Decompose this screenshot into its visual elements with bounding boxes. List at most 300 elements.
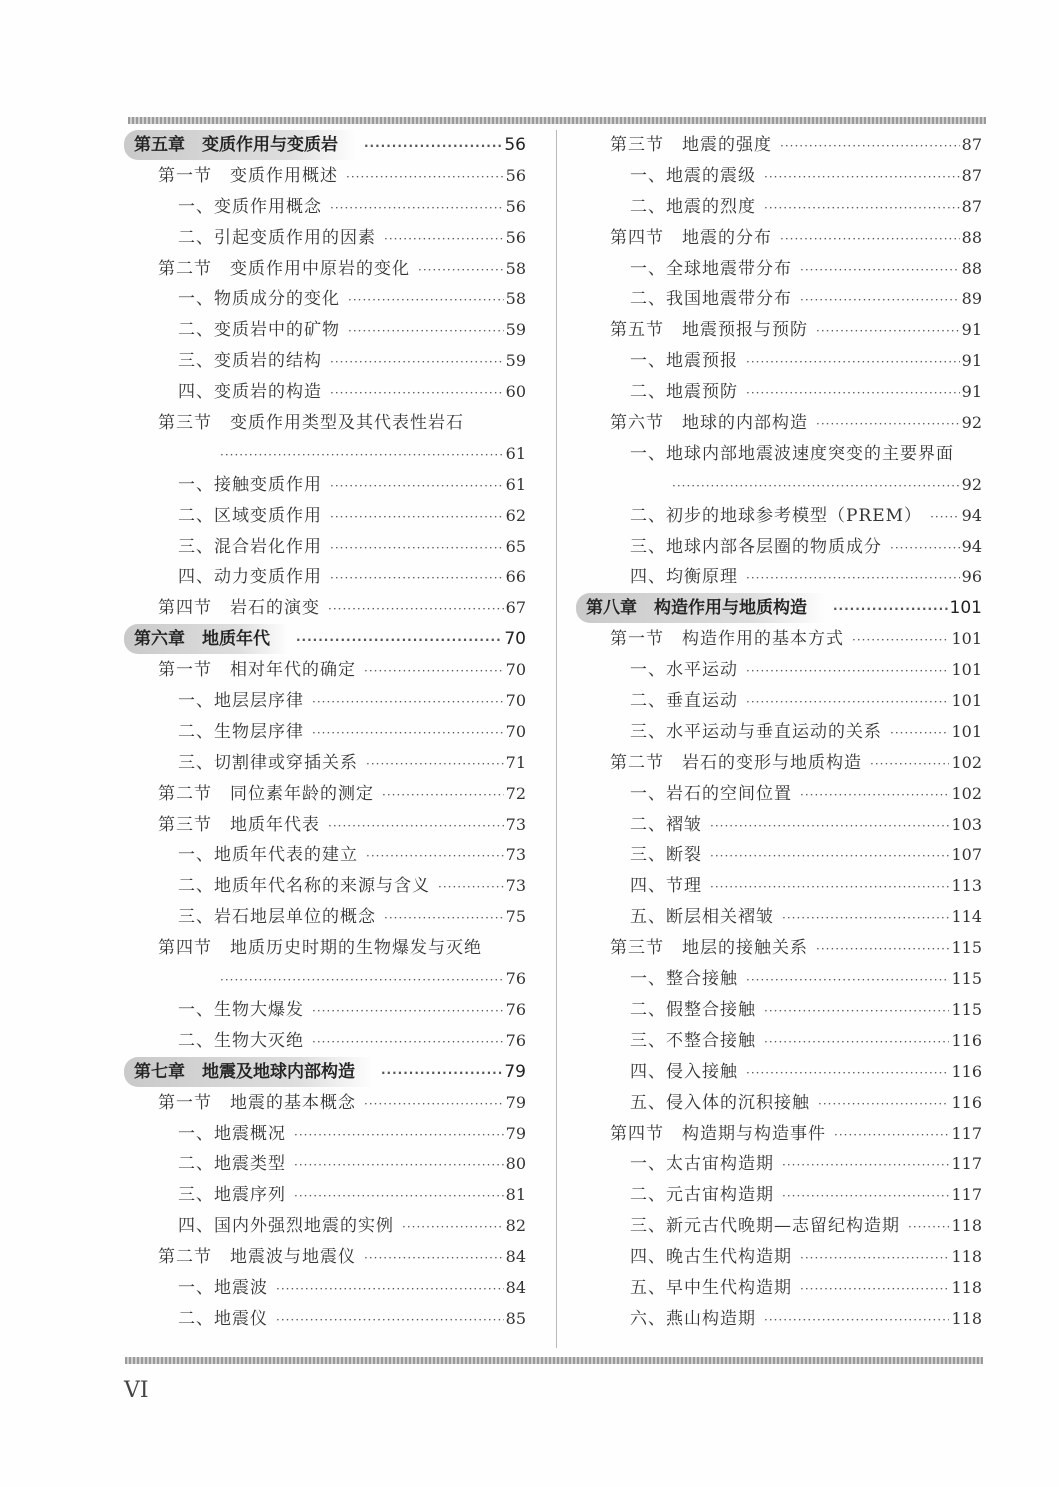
toc-section-entry[interactable] <box>582 315 982 346</box>
toc-entry-title: 五、侵入体的沉积接触 <box>630 1092 810 1113</box>
toc-page-number: 82 <box>505 1216 526 1236</box>
dot-leader <box>852 625 949 655</box>
dot-leader <box>330 533 504 563</box>
toc-subsection-entry[interactable] <box>130 1180 526 1211</box>
toc-page-number: 56 <box>505 227 526 247</box>
dot-leader <box>800 1243 949 1273</box>
toc-entry-title: 三、地震序列 <box>178 1185 286 1206</box>
toc-subsection-entry[interactable] <box>130 995 526 1026</box>
toc-section-entry[interactable] <box>130 254 526 285</box>
toc-entry-title: 一、全球地震带分布 <box>630 258 792 279</box>
dot-leader <box>764 996 949 1026</box>
toc-page-number: 118 <box>951 1216 982 1236</box>
toc-page-number: 58 <box>505 289 526 309</box>
toc-page-number: 94 <box>961 536 982 556</box>
dot-leader <box>330 347 504 377</box>
toc-entry-title: 第三节 地质年代表 <box>158 814 320 835</box>
toc-entry-title: 第七章 地震及地球内部构造 <box>124 1057 373 1087</box>
toc-entry-title: 四、国内外强烈地震的实例 <box>178 1216 394 1237</box>
toc-page-number: 92 <box>961 474 982 494</box>
toc-subsection-entry[interactable] <box>130 902 526 933</box>
toc-subsection-entry[interactable] <box>582 1273 982 1304</box>
toc-page-number: 103 <box>951 814 982 834</box>
toc-entry-title: 第二节 变质作用中原岩的变化 <box>158 258 410 279</box>
dot-leader <box>294 1120 504 1150</box>
toc-entry-title: 二、地震的烈度 <box>630 196 756 217</box>
column-divider <box>556 130 557 1348</box>
toc-page-number: 101 <box>951 721 982 741</box>
toc-page-number: 73 <box>505 876 526 896</box>
toc-page-number: 87 <box>961 196 982 216</box>
toc-chapter-entry[interactable] <box>130 624 526 655</box>
toc-page-number: 91 <box>961 320 982 340</box>
toc-subsection-entry[interactable] <box>582 284 982 315</box>
toc-chapter-entry[interactable] <box>130 130 526 161</box>
toc-page-number: 91 <box>961 351 982 371</box>
dot-leader <box>782 903 949 933</box>
toc-entry-title: 二、地震类型 <box>178 1154 286 1175</box>
toc-page-number: 79 <box>505 1092 526 1112</box>
toc-entry-title: 三、地球内部各层圈的物质成分 <box>630 536 882 557</box>
toc-page-number: 70 <box>505 660 526 680</box>
toc-entry-title: 第三节 变质作用类型及其代表性岩石 <box>158 413 464 434</box>
toc-entry-title: 二、褶皱 <box>630 814 702 835</box>
toc-subsection-entry[interactable] <box>582 377 982 408</box>
toc-section-entry[interactable] <box>582 223 982 254</box>
dot-leader <box>764 1027 949 1057</box>
toc-page-number: 101 <box>951 691 982 711</box>
toc-entry-title: 一、地震的震级 <box>630 165 756 186</box>
toc-page-number: 117 <box>951 1123 982 1143</box>
dot-leader <box>366 749 504 779</box>
toc-page-number: 66 <box>505 567 526 587</box>
toc-entry-title: 一、地层层序律 <box>178 691 304 712</box>
toc-section-entry[interactable] <box>130 933 526 964</box>
toc-entry-title: 二、假整合接触 <box>630 999 756 1020</box>
dot-leader <box>816 316 960 346</box>
toc-entry-title: 二、地震预防 <box>630 382 738 403</box>
top-decorative-rule <box>128 117 986 124</box>
toc-page-number: 89 <box>961 289 982 309</box>
dot-leader <box>418 255 504 285</box>
dot-leader <box>330 193 504 223</box>
dot-leader <box>296 625 502 655</box>
toc-page-number: 101 <box>951 660 982 680</box>
toc-entry-title: 一、水平运动 <box>630 660 738 681</box>
toc-subsection-entry[interactable] <box>582 902 982 933</box>
toc-page-number: 84 <box>505 1247 526 1267</box>
toc-subsection-entry[interactable] <box>130 562 526 593</box>
toc-section-entry[interactable] <box>130 655 526 686</box>
toc-entry-title: 一、变质作用概念 <box>178 196 322 217</box>
toc-subsection-entry[interactable] <box>582 717 982 748</box>
dot-leader <box>330 471 504 501</box>
dot-leader <box>364 131 502 161</box>
toc-page-number: 59 <box>505 351 526 371</box>
toc-page-number: 85 <box>505 1308 526 1328</box>
toc-page-number: 72 <box>505 783 526 803</box>
toc-entry-title: 一、接触变质作用 <box>178 474 322 495</box>
dot-leader <box>800 780 949 810</box>
dot-leader <box>746 965 949 995</box>
toc-page-number: 79 <box>504 1061 526 1082</box>
toc-subsection-entry[interactable] <box>130 871 526 902</box>
toc-page-number: 118 <box>951 1247 982 1267</box>
dot-leader <box>328 594 504 624</box>
dot-leader <box>402 1212 504 1242</box>
toc-entry-title: 第二节 同位素年龄的测定 <box>158 783 374 804</box>
toc-page-number: 92 <box>961 413 982 433</box>
toc-left-column <box>130 130 526 1335</box>
toc-page-number: 101 <box>949 598 982 619</box>
toc-section-entry[interactable] <box>582 933 982 964</box>
toc-page-number: 70 <box>505 691 526 711</box>
toc-subsection-entry[interactable] <box>130 439 526 470</box>
toc-subsection-entry[interactable] <box>582 161 982 192</box>
dot-leader <box>908 1212 949 1242</box>
toc-page-number: 117 <box>951 1154 982 1174</box>
toc-subsection-entry[interactable] <box>582 1057 982 1088</box>
toc-subsection-entry[interactable] <box>582 871 982 902</box>
dot-leader <box>330 563 504 593</box>
dot-leader <box>348 316 504 346</box>
dot-leader <box>710 841 949 871</box>
toc-page-number: 91 <box>961 382 982 402</box>
toc-entry-title: 三、新元古代晚期—志留纪构造期 <box>630 1216 900 1237</box>
toc-entry-title: 二、初步的地球参考模型（PREM） <box>630 505 923 526</box>
toc-page-number: 76 <box>505 969 526 989</box>
toc-page-number: 81 <box>505 1185 526 1205</box>
toc-page-number: 101 <box>951 629 982 649</box>
toc-subsection-entry[interactable] <box>130 223 526 254</box>
toc-page-number: 65 <box>505 536 526 556</box>
toc-entry-title: 一、地震预报 <box>630 351 738 372</box>
toc-page-number: 88 <box>961 258 982 278</box>
toc-section-entry[interactable] <box>582 748 982 779</box>
toc-page-number: 118 <box>951 1277 982 1297</box>
toc-subsection-entry[interactable] <box>582 439 982 470</box>
dot-leader <box>382 780 504 810</box>
toc-entry-title: 三、变质岩的结构 <box>178 351 322 372</box>
toc-subsection-entry[interactable] <box>130 1273 526 1304</box>
dot-leader <box>384 224 504 254</box>
toc-subsection-entry[interactable] <box>582 346 982 377</box>
toc-page-number: 96 <box>961 567 982 587</box>
dot-leader <box>764 162 960 192</box>
toc-entry-title: 一、物质成分的变化 <box>178 289 340 310</box>
dot-leader <box>746 378 960 408</box>
toc-subsection-entry[interactable] <box>582 501 982 532</box>
toc-subsection-entry[interactable] <box>130 284 526 315</box>
toc-page-number: 73 <box>505 814 526 834</box>
toc-chapter-entry[interactable] <box>582 593 982 624</box>
toc-subsection-entry[interactable] <box>582 686 982 717</box>
dot-leader <box>764 193 960 223</box>
dot-leader <box>816 934 949 964</box>
toc-entry-title: 第二节 地震波与地震仪 <box>158 1247 356 1268</box>
toc-subsection-entry[interactable] <box>130 840 526 871</box>
toc-page-number: 116 <box>951 1092 982 1112</box>
toc-right-column <box>582 130 982 1335</box>
toc-entry-title: 二、元古宙构造期 <box>630 1185 774 1206</box>
toc-subsection-entry[interactable] <box>130 964 526 995</box>
toc-subsection-entry[interactable] <box>130 377 526 408</box>
toc-entry-title: 五、早中生代构造期 <box>630 1277 792 1298</box>
dot-leader <box>364 656 504 686</box>
dot-leader <box>312 1027 504 1057</box>
toc-section-entry[interactable] <box>130 161 526 192</box>
toc-page-number: 71 <box>505 752 526 772</box>
toc-page-number: 61 <box>505 474 526 494</box>
toc-entry-title: 四、侵入接触 <box>630 1061 738 1082</box>
toc-subsection-entry[interactable] <box>130 192 526 223</box>
toc-page-number: 79 <box>505 1123 526 1143</box>
dot-leader <box>330 378 504 408</box>
toc-subsection-entry[interactable] <box>582 1026 982 1057</box>
toc-entry-title: 五、断层相关褶皱 <box>630 907 774 928</box>
toc-page-number: 114 <box>951 907 982 927</box>
toc-page-number: 59 <box>505 320 526 340</box>
toc-entry-title: 四、动力变质作用 <box>178 567 322 588</box>
toc-subsection-entry[interactable] <box>582 655 982 686</box>
toc-page-number: 102 <box>951 752 982 772</box>
toc-section-entry[interactable] <box>130 408 526 439</box>
dot-leader <box>834 1120 949 1150</box>
toc-subsection-entry[interactable] <box>130 501 526 532</box>
toc-entry-title: 一、地震波 <box>178 1277 268 1298</box>
dot-leader <box>746 687 949 717</box>
toc-page-number: 116 <box>951 1061 982 1081</box>
toc-page-number: 73 <box>505 845 526 865</box>
toc-subsection-entry[interactable] <box>582 1211 982 1242</box>
toc-entry-title: 三、切割律或穿插关系 <box>178 752 358 773</box>
toc-entry-title: 第六章 地质年代 <box>124 624 288 654</box>
toc-entry-title: 二、我国地震带分布 <box>630 289 792 310</box>
toc-entry-title: 二、变质岩中的矿物 <box>178 320 340 341</box>
toc-entry-title: 四、晚古生代构造期 <box>630 1247 792 1268</box>
toc-page-number: 56 <box>505 165 526 185</box>
dot-leader <box>381 1058 502 1088</box>
toc-subsection-entry[interactable] <box>582 964 982 995</box>
toc-entry-title: 四、节理 <box>630 876 702 897</box>
toc-entry-title: 二、地震仪 <box>178 1308 268 1329</box>
toc-page-number: 70 <box>504 629 526 650</box>
toc-entry-title: 第四节 岩石的演变 <box>158 598 320 619</box>
dot-leader <box>346 162 504 192</box>
toc-subsection-entry[interactable] <box>582 532 982 563</box>
toc-entry-title: 第五节 地震预报与预防 <box>610 320 808 341</box>
toc-page-number: 62 <box>505 505 526 525</box>
dot-leader <box>782 1181 949 1211</box>
dot-leader <box>710 872 949 902</box>
toc-entry-title: 第八章 构造作用与地质构造 <box>576 593 825 623</box>
dot-leader <box>782 1150 949 1180</box>
dot-leader <box>294 1181 504 1211</box>
toc-subsection-entry[interactable] <box>130 1119 526 1150</box>
toc-subsection-entry[interactable] <box>130 686 526 717</box>
dot-leader <box>220 965 504 995</box>
toc-page-number: 56 <box>505 196 526 216</box>
toc-page-number: 76 <box>505 999 526 1019</box>
dot-leader <box>833 594 948 624</box>
toc-subsection-entry[interactable] <box>130 1211 526 1242</box>
toc-page-number: 87 <box>961 135 982 154</box>
toc-subsection-entry[interactable] <box>130 717 526 748</box>
toc-subsection-entry[interactable] <box>582 995 982 1026</box>
toc-section-entry[interactable] <box>582 624 982 655</box>
dot-leader <box>764 1305 949 1335</box>
toc-entry-title: 一、地质年代表的建立 <box>178 845 358 866</box>
toc-subsection-entry[interactable] <box>582 779 982 810</box>
dot-leader <box>328 811 504 841</box>
toc-entry-title: 四、变质岩的构造 <box>178 382 322 403</box>
toc-entry-title: 第二节 岩石的变形与地质构造 <box>610 752 862 773</box>
toc-page-number: 118 <box>951 1308 982 1328</box>
dot-leader <box>870 749 949 779</box>
toc-entry-title: 第三节 地层的接触关系 <box>610 938 808 959</box>
toc-page-number: 117 <box>951 1185 982 1205</box>
dot-leader <box>384 903 504 933</box>
toc-page-number: 94 <box>961 505 982 525</box>
toc-entry-title: 第四节 构造期与构造事件 <box>610 1123 826 1144</box>
dot-leader <box>672 471 960 501</box>
dot-leader <box>312 996 504 1026</box>
toc-entry-title: 一、地震概况 <box>178 1123 286 1144</box>
toc-section-entry[interactable] <box>582 408 982 439</box>
dot-leader <box>312 687 504 717</box>
toc-subsection-entry[interactable] <box>130 346 526 377</box>
toc-page-number: 75 <box>505 907 526 927</box>
toc-chapter-entry[interactable] <box>130 1057 526 1088</box>
toc-entry-title: 三、岩石地层单位的概念 <box>178 907 376 928</box>
dot-leader <box>746 1058 949 1088</box>
toc-section-entry[interactable] <box>582 1119 982 1150</box>
toc-subsection-entry[interactable] <box>582 1242 982 1273</box>
page-number: VI <box>124 1378 149 1403</box>
dot-leader <box>438 872 504 902</box>
dot-leader <box>220 440 504 470</box>
toc-subsection-entry[interactable] <box>130 1149 526 1180</box>
toc-section-entry[interactable] <box>582 130 982 161</box>
dot-leader <box>312 718 504 748</box>
toc-entry-title: 第一节 相对年代的确定 <box>158 660 356 681</box>
dot-leader <box>294 1150 504 1180</box>
toc-entry-title: 第四节 地质历史时期的生物爆发与灭绝 <box>158 938 482 959</box>
dot-leader <box>818 1089 949 1119</box>
toc-page-number: 102 <box>951 783 982 803</box>
dot-leader <box>364 1243 504 1273</box>
toc-entry-title: 二、区域变质作用 <box>178 505 322 526</box>
toc-subsection-entry[interactable] <box>130 748 526 779</box>
toc-section-entry[interactable] <box>130 779 526 810</box>
toc-page-number: 88 <box>961 227 982 247</box>
dot-leader <box>364 1089 504 1119</box>
toc-subsection-entry[interactable] <box>582 192 982 223</box>
toc-entry-title: 三、水平运动与垂直运动的关系 <box>630 721 882 742</box>
toc-entry-title: 二、引起变质作用的因素 <box>178 227 376 248</box>
toc-page-number: 60 <box>505 382 526 402</box>
dot-leader <box>276 1305 504 1335</box>
toc-page-number: 56 <box>504 135 526 155</box>
toc-page-number: 87 <box>961 165 982 185</box>
toc-entry-title: 一、生物大爆发 <box>178 999 304 1020</box>
toc-subsection-entry[interactable] <box>582 1149 982 1180</box>
toc-entry-title: 第五章 变质作用与变质岩 <box>124 130 356 160</box>
toc-subsection-entry[interactable] <box>130 1026 526 1057</box>
toc-entry-title: 二、生物大灭绝 <box>178 1030 304 1051</box>
dot-leader <box>780 131 960 161</box>
dot-leader <box>780 224 960 254</box>
toc-subsection-entry[interactable] <box>582 470 982 501</box>
toc-subsection-entry[interactable] <box>582 1088 982 1119</box>
toc-subsection-entry[interactable] <box>582 840 982 871</box>
toc-entry-title: 一、地球内部地震波速度突变的主要界面 <box>630 443 954 464</box>
toc-entry-title: 第六节 地球的内部构造 <box>610 413 808 434</box>
toc-entry-title: 一、整合接触 <box>630 969 738 990</box>
toc-subsection-entry[interactable] <box>582 254 982 285</box>
toc-section-entry[interactable] <box>130 810 526 841</box>
toc-page-number: 58 <box>505 258 526 278</box>
dot-leader <box>746 563 960 593</box>
dot-leader <box>800 285 960 315</box>
toc-entry-title: 四、均衡原理 <box>630 567 738 588</box>
toc-subsection-entry[interactable] <box>130 315 526 346</box>
toc-section-entry[interactable] <box>130 1088 526 1119</box>
toc-page-number: 61 <box>505 443 526 463</box>
toc-page-number: 67 <box>505 598 526 618</box>
toc-section-entry[interactable] <box>130 1242 526 1273</box>
toc-entry-title: 第四节 地震的分布 <box>610 227 772 248</box>
toc-page-number: 113 <box>951 876 982 896</box>
toc-entry-title: 一、岩石的空间位置 <box>630 783 792 804</box>
toc-subsection-entry[interactable] <box>582 1180 982 1211</box>
dot-leader <box>890 718 949 748</box>
toc-subsection-entry[interactable] <box>130 532 526 563</box>
toc-entry-title: 三、断裂 <box>630 845 702 866</box>
dot-leader <box>330 502 504 532</box>
toc-entry-title: 第一节 构造作用的基本方式 <box>610 629 844 650</box>
toc-page-number: 115 <box>951 969 982 989</box>
toc-page-number: 116 <box>951 1030 982 1050</box>
toc-page-number: 115 <box>951 938 982 958</box>
toc-entry-title: 第三节 地震的强度 <box>610 135 772 155</box>
dot-leader <box>348 285 504 315</box>
toc-page-number: 70 <box>505 721 526 741</box>
toc-page-number: 84 <box>505 1277 526 1297</box>
toc-entry-title: 二、垂直运动 <box>630 691 738 712</box>
toc-page-number: 76 <box>505 1030 526 1050</box>
toc-subsection-entry[interactable] <box>582 1304 982 1335</box>
toc-entry-title: 一、太古宙构造期 <box>630 1154 774 1175</box>
dot-leader <box>800 1274 949 1304</box>
toc-subsection-entry[interactable] <box>582 810 982 841</box>
dot-leader <box>366 841 504 871</box>
bottom-decorative-rule <box>125 1357 983 1364</box>
toc-entry-title: 三、不整合接触 <box>630 1030 756 1051</box>
toc-page-number: 80 <box>505 1154 526 1174</box>
dot-leader <box>816 409 960 439</box>
dot-leader <box>710 811 949 841</box>
toc-subsection-entry[interactable] <box>130 470 526 501</box>
dot-leader <box>276 1274 504 1304</box>
toc-section-entry[interactable] <box>130 593 526 624</box>
toc-subsection-entry[interactable] <box>582 562 982 593</box>
toc-entry-title: 六、燕山构造期 <box>630 1308 756 1329</box>
toc-subsection-entry[interactable] <box>130 1304 526 1335</box>
toc-page-number: 115 <box>951 999 982 1019</box>
toc-entry-title: 第一节 变质作用概述 <box>158 165 338 186</box>
dot-leader <box>800 255 960 285</box>
